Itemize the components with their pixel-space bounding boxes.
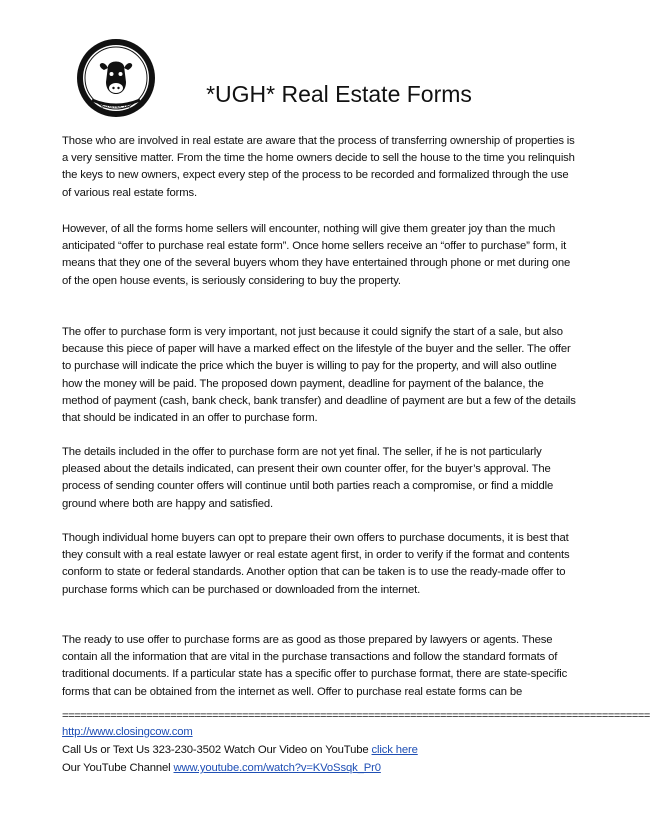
click-here-link[interactable]: click here <box>371 744 418 756</box>
paragraph-1: Those who are involved in real estate are aware that the process of transferring ownership of properties is a very sensitive matter. From the time the home owners decide to sell the house to the time you relinquish the keys to new owners, expect every step of the process to be recorded and formalized through the use of various real estate forms. <box>62 135 575 199</box>
footer-channel-line <box>62 760 578 777</box>
youtube-channel-link[interactable]: www.youtube.com/watch?v=KVoSsqk_Pr0 <box>173 762 381 774</box>
channel-label: Our YouTube Channel <box>62 762 174 774</box>
website-link[interactable]: http://www.closingcow.com <box>62 726 193 738</box>
footer-contact-line <box>62 742 578 759</box>
paragraph-5: Though individual home buyers can opt to prepare their own offers to purchase documents, it is best that they consult with a real estate lawyer or real estate agent first, in order to verify if the format and contents conform to state or federal standards. Another option that can be taken is to use the ready-made offer to purchase forms which can be purchased or downloaded from the internet. <box>62 532 570 596</box>
footer-website-line <box>62 724 578 741</box>
page-title: *UGH* Real Estate Forms <box>206 81 472 107</box>
paragraph-6: The ready to use offer to purchase forms are as good as those prepared by lawyers or agents. These contain all the information that are vital in the purchase transactions and follow the standard formats of traditional documents. If a particular state has a specific offer to purchase format, there are state-specific forms that can be obtained from the internet as well. Offer to purchase real estate forms can be <box>62 634 568 698</box>
footer-separator: ================================================================================================== <box>62 710 650 722</box>
paragraph-3: The offer to purchase form is very important, not just because it could signify the start of a sale, but also because this piece of paper will have a marked effect on the lifestyle of the buyer and the seller. The offer to purchase will indicate the price which the buyer is willing to pay for the property, and will also outline how the money will be paid. The proposed down payment, deadline for payment of the balance, the method of payment (cash, bank check, bank transfer) and deadline of payment are but a few of the details that should be indicated in an offer to purchase form. <box>62 326 576 425</box>
paragraph-4: The details included in the offer to purchase form are not yet final. The seller, if he is not particularly pleased about the details indicated, can present their own counter offer, for the buyer’s approval. The process of sending counter offers will continue until both parties reach a compromise, or find a middle ground where both are happy and satisfied. <box>62 446 554 510</box>
logo-wordmark: ClosingCow <box>101 104 131 110</box>
paragraph-2: However, of all the forms home sellers will encounter, nothing will give them greater joy than the much anticipated “offer to purchase real estate form”. Once home sellers receive an “offer to purchase” form, it means that they one of the several buyers whom they have entertained through phone or met during one of the open house events, is seriously considering to buy the property. <box>62 223 571 287</box>
contact-text: Call Us or Text Us 323-230-3502 Watch Our Video on YouTube <box>62 744 372 756</box>
